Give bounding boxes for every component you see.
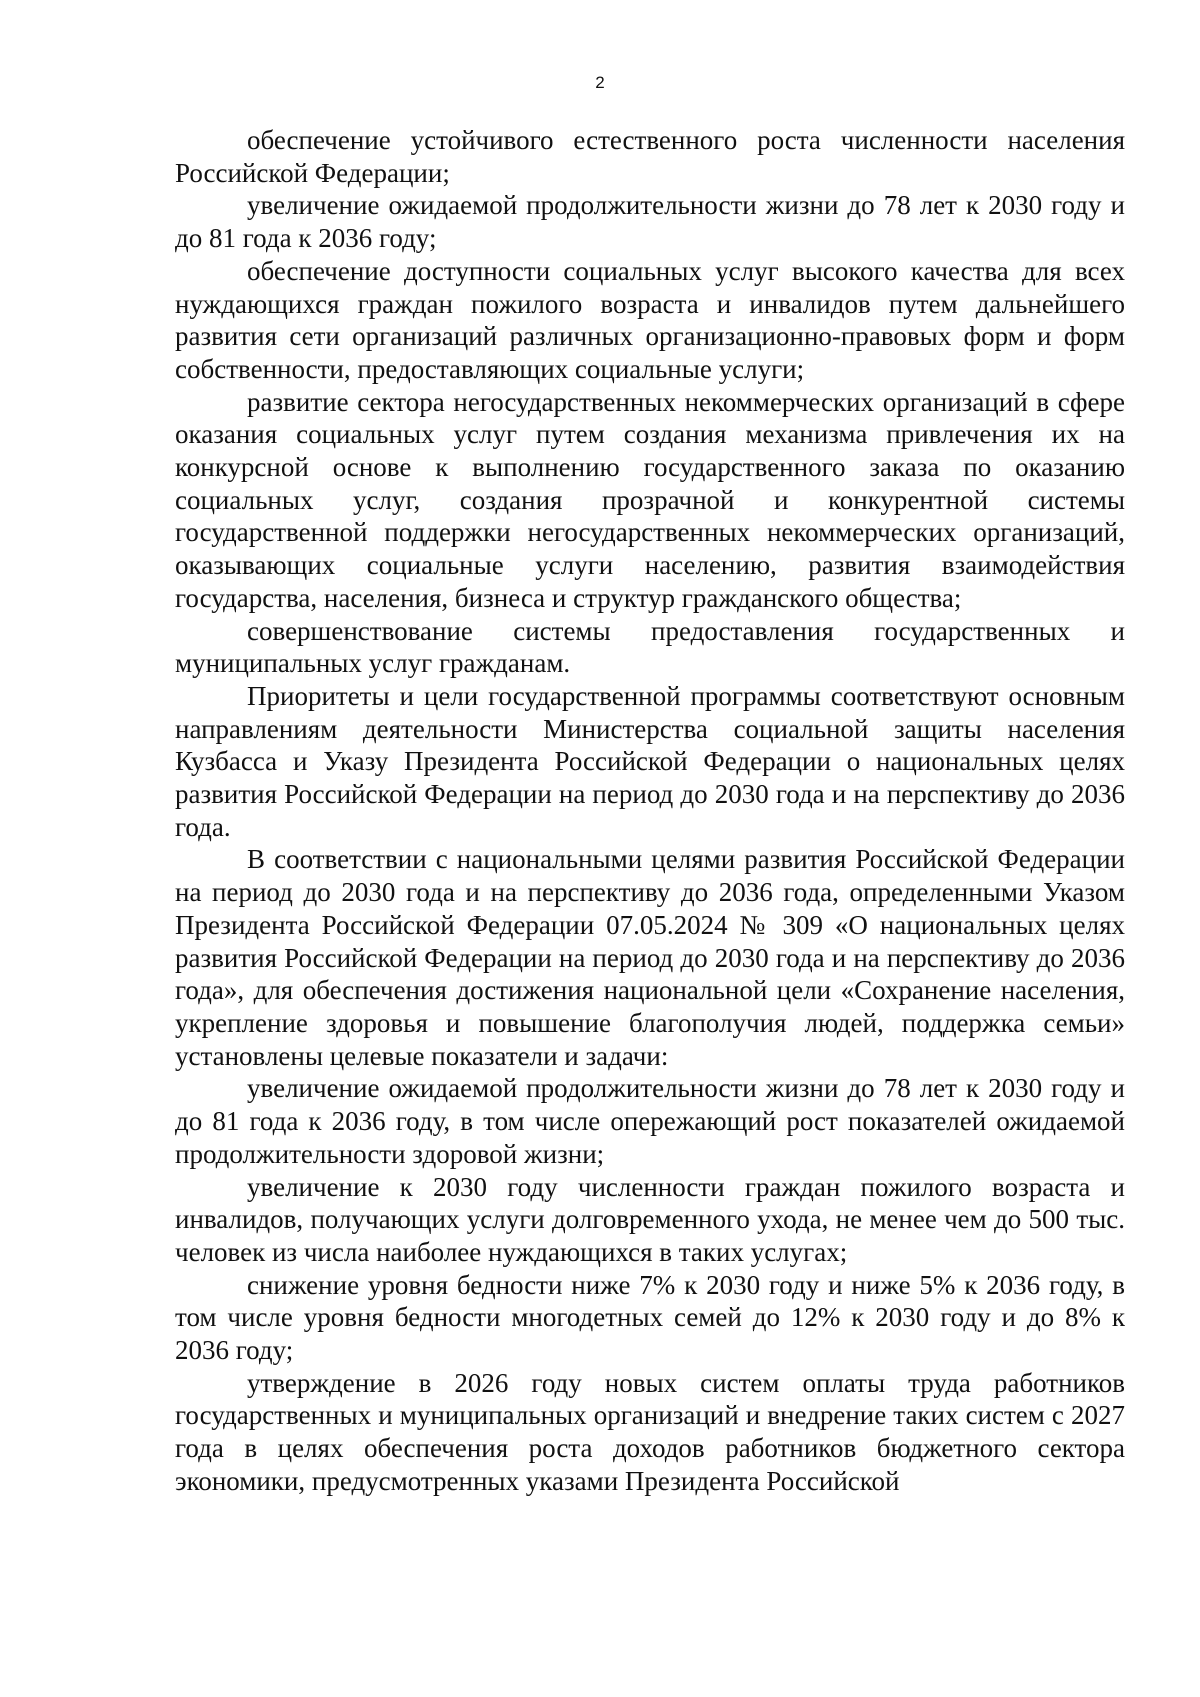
paragraph: обеспечение устойчивого естественного роста численности населения Российской Федерации; (175, 125, 1125, 188)
paragraph: снижение уровня бедности ниже 7% к 2030 году и ниже 5% к 2036 году, в том числе уровня бедности многодетных семей до 12% к 2030 году и до 8% к 2036 году; (175, 1269, 1125, 1366)
paragraph: В соответствии с национальными целями развития Российской Федерации на период до 2030 года и на перспективу до 2036 года, определенными Указом Президента Российской Федерации 07.05.2024 № 309 «О национальных целях развития Российской Федерации на период до 2030 года и на перспективу до 2036 года», для обеспечения достижения национальной цели «Сохранение населения, укрепление здоровья и повышение благополучия людей, поддержка семьи» установлены целевые показатели и задачи: (175, 844, 1125, 1071)
paragraph: увеличение ожидаемой продолжительности жизни до 78 лет к 2030 году и до 81 года к 2036 году, в том числе опережающий рост показателей ожидаемой продолжительности здоровой жизни; (175, 1073, 1125, 1169)
paragraph: обеспечение доступности социальных услуг высокого качества для всех нуждающихся граждан пожилого возраста и инвалидов путем дальнейшего развития сети организаций различных организационно-правовых форм и форм собственности, предоставляющих социальные услуги; (175, 255, 1125, 384)
page-number: 2 (595, 73, 605, 92)
paragraph: развитие сектора негосударственных некоммерческих организаций в сфере оказания социальных услуг путем создания механизма привлечения их на конкурсной основе к выполнению государственного заказа по оказанию социальных услуг, создания прозрачной и конкурентной системы государственной поддержки негосударственных некоммерческих организаций, оказывающих социальные услуги населению, развития взаимодействия государства, населения, бизнеса и структур гражданского общества; (175, 386, 1125, 613)
paragraph: увеличение к 2030 году численности граждан пожилого возраста и инвалидов, получающих услуги долговременного ухода, не менее чем до 500 тыс. человек из числа наиболее нуждающихся в таких услугах; (175, 1171, 1125, 1267)
paragraph: совершенствование системы предоставления государственных и муниципальных услуг гражданам. (175, 615, 1125, 679)
paragraph: утверждение в 2026 году новых систем оплаты труда работников государственных и муниципальных организаций и внедрение таких систем с 2027 года в целях обеспечения роста доходов работников бюджетного сектора экономики, предусмотренных указами Президента Российской (175, 1367, 1125, 1496)
paragraph: увеличение ожидаемой продолжительности жизни до 78 лет к 2030 году и до 81 года к 2036 году; (175, 190, 1125, 254)
document-body (175, 124, 1125, 1498)
paragraph: Приоритеты и цели государственной программы соответствуют основным направлениям деятельности Министерства социальной защиты населения Кузбасса и Указу Президента Российской Федерации о национальных целях развития Российской Федерации на период до 2030 года и на перспективу до 2036 года. (175, 680, 1125, 842)
